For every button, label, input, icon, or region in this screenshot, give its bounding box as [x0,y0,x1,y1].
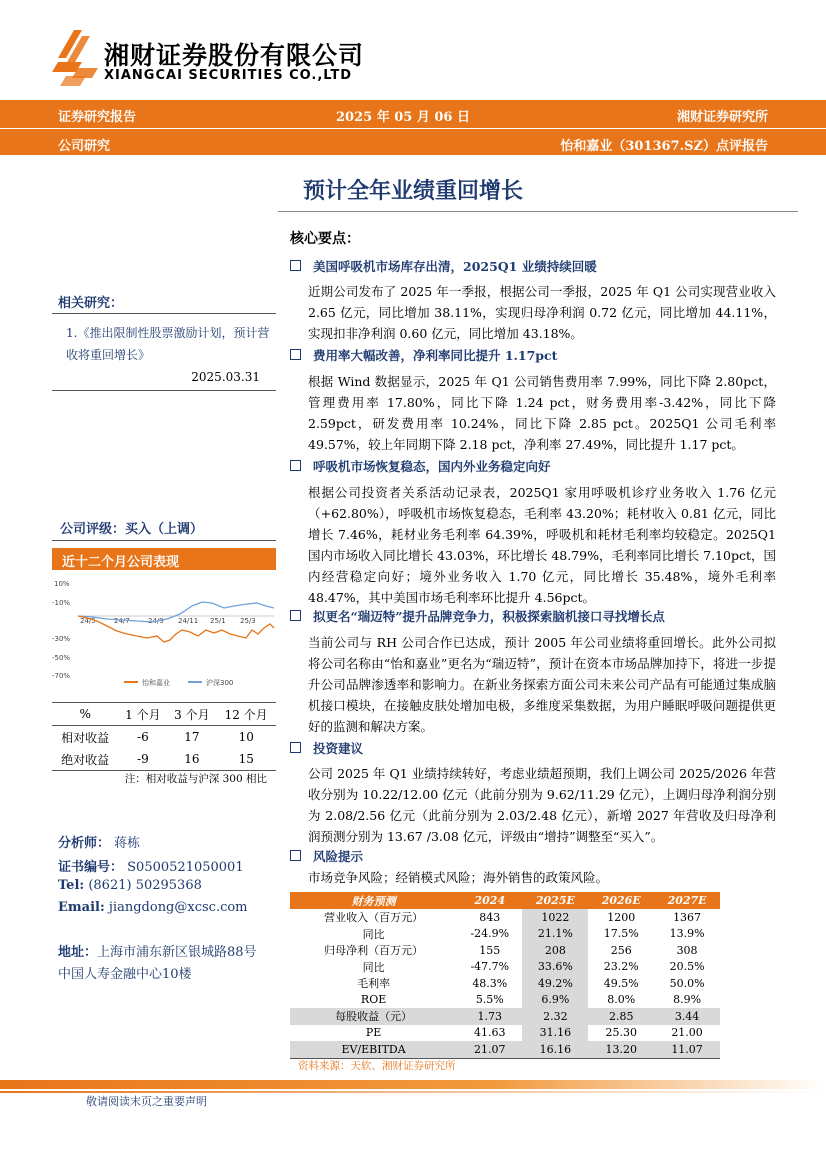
company-logo [52,28,100,86]
section-heading [290,607,665,625]
table-cell: 155 [479,943,501,957]
table-cell: PE [365,1026,382,1040]
tel-label: Tel: [58,878,85,893]
table-cell: 49.2% [522,975,588,992]
section-heading-text: 风险提示 [313,849,364,864]
table-cell: 1022 [522,909,588,926]
table-row [290,1008,720,1025]
table-cell: 10 [238,730,254,744]
report-type-label: 证券研究报告 [58,110,137,125]
table-cell: 归母净利（百万元） [324,944,424,958]
analyst-label: 分析师： [58,836,111,851]
table-cell: 843 [479,910,501,924]
column-header: 2027E [654,892,720,909]
table-cell: 相对收益 [61,730,110,745]
cert-info [58,856,244,875]
legend-label: 沪深300 [206,679,234,687]
key-points-heading: 核心要点： [290,231,360,247]
table-cell: 营业收入（百万元） [324,911,424,925]
column-header: 12 个月 [216,703,276,726]
table-cell: 同比 [362,960,385,974]
table-cell: -47.7% [470,960,510,974]
table-row [52,748,276,771]
y-tick-label: -10% [52,599,71,607]
table-row [290,1041,720,1058]
table-cell: 8.0% [607,993,636,1007]
table-row [290,975,720,992]
table-cell: 绝对收益 [52,748,118,771]
section-heading [290,257,597,275]
section-heading [290,457,551,475]
table-source-note: 资料来源：天软、湘财证券研究所 [298,1060,456,1072]
table-cell: 41.63 [474,1026,506,1040]
x-tick-label: 24/11 [178,617,199,625]
table-cell: 毛利率 [357,977,391,991]
footer-disclaimer[interactable]: 敬请阅读末页之重要声明 [86,1095,207,1108]
table-cell: 16.16 [522,1041,588,1058]
table-cell: 25.30 [605,1026,637,1040]
section-body: 近期公司发布了 2025 年一季报，根据公司一季报，2025 年 Q1 公司实现营业收入 2.65 亿元，同比增加 38.11%，实现归母净利润 0.72 亿元，同比增加 44.11%，实现扣非净利润 0.60 亿元，同比增加 43.18%。 [308,284,776,341]
table-cell: 256 [610,943,632,957]
table-cell: 同比 [362,927,385,941]
section-body: 公司 2025 年 Q1 业绩持续转好，考虑业绩超预期，我们上调公司 2025/2026 年营收分别为 10.22/12.00 亿元（此前分别为 9.62/11.29 亿元），上调归母净利润分别为 2.08/2.56 亿元（此前分别为 2.03/2.48 亿元），新增 2027 年营收及归母净利润预测分别为 13.67 /3.08 亿元，评级由“增持”调整至“买入”。 [308,766,776,844]
x-tick-label: 24/5 [80,617,96,625]
email-label: Email: [58,900,105,915]
column-header: 2024 [457,892,522,909]
section-heading [290,346,557,364]
related-research-heading: 相关研究： [58,296,124,311]
column-header: 3 个月 [167,703,216,726]
related-research-date: 2025.03.31 [191,370,260,384]
table-cell: -9 [118,748,167,771]
table-cell: 16 [167,748,216,771]
report-type-bar [0,100,826,128]
section-heading-text: 费用率大幅改善，净利率同比提升 1.17pct [313,348,558,363]
address-info [58,942,278,986]
table-cell: 1367 [673,910,702,924]
table-cell: 21.1% [522,926,588,943]
column-header: % [52,703,118,726]
table-cell: 33.6% [522,959,588,976]
address-line1: 上海市浦东新区银城路88号 [97,945,257,960]
analyst-name: 蒋栋 [114,836,141,851]
section-heading [290,739,363,757]
section-heading-text: 美国呼吸机市场库存出清，2025Q1 业绩持续回暖 [313,259,597,274]
table-row [52,726,276,749]
table-cell: 3.44 [654,1008,720,1025]
performance-table [52,702,276,771]
table-cell: 每股收益（元） [290,1008,457,1025]
y-tick-label: 10% [54,580,70,588]
table-row [290,992,720,1009]
table-header-row [52,703,276,726]
table-cell: 5.5% [475,993,504,1007]
stock-performance-chart [52,576,276,694]
section-heading-text: 投资建议 [313,741,364,756]
table-cell: 1.73 [457,1008,522,1025]
section-body: 当前公司与 RH 公司合作已达成，预计 2005 年公司业绩将重回增长。此外公司拟将公司名称由“怡和嘉业”更名为“瑞迈特”，预计在资本市场品牌加持下，将进一步提升公司品牌渗透率和影响力。在新业务探索方面公司未来公司产品有可能通过集成脑机接口模块，在接触皮肤处增加电极，多维度采集数据，为用户睡眠呼吸问题提供更好的监测和解决方案。 [308,635,776,734]
table-cell: 50.0% [669,976,705,990]
report-date: 2025 年 05 月 06 日 [336,110,470,125]
performance-heading: 近十二个月公司表现 [62,555,180,570]
table-cell: -6 [137,730,149,744]
legend-label: 怡和嘉业 [142,679,170,687]
cert-value: S0500521050001 [127,860,244,875]
table-cell: 17 [184,730,200,744]
y-tick-label: -30% [52,635,71,643]
y-tick-label: -50% [52,654,71,662]
tel-info [58,878,202,893]
company-rating: 公司评级：买入（上调） [60,522,204,537]
section-body: 市场竞争风险；经销模式风险；海外销售的政策风险。 [308,870,609,885]
table-cell: 49.5% [603,976,639,990]
table-cell: 21.00 [671,1026,703,1040]
table-cell: 17.5% [603,927,639,941]
table-cell: 6.9% [522,992,588,1009]
table-cell: 8.9% [673,993,702,1007]
y-tick-label: -70% [52,672,71,680]
table-row [290,959,720,976]
column-header: 财务预测 [290,892,457,909]
table-cell: 1200 [607,910,636,924]
table-row [290,1025,720,1042]
table-cell: 13.20 [588,1041,654,1058]
section-heading-text: 拟更名“瑞迈特”提升品牌竞争力，积极探索脑机接口寻找增长点 [313,609,665,624]
table-cell: 21.07 [457,1041,522,1058]
table-row [290,909,720,926]
table-cell: 208 [522,942,588,959]
related-research-link[interactable]: 1.《推出限制性股票激励计划，预计营收将重回增长》 [66,326,270,362]
table-row [290,942,720,959]
address-label: 地址： [58,945,98,960]
x-tick-label: 25/1 [210,617,226,625]
bullet-box-icon [290,460,301,471]
x-tick-label: 24/9 [148,617,164,625]
column-header: 2025E [522,892,588,909]
table-cell: EV/EBITDA [290,1041,457,1058]
cert-label: 证书编号： [58,860,124,875]
section-body: 根据公司投资者关系活动记录表，2025Q1 家用呼吸机诊疗业务收入 1.76 亿元（+62.80%），呼吸机市场恢复稳态，毛利率 43.20%；耗材收入 0.81 亿元，同比增长 7.46%，耗材业务毛利率 64.39%，呼吸机和耗材毛利率均较稳定。2025Q1 国内市场收入同比增长 43.03%，环比增长 48.79%，毛利率同比增长 7.10pct，国内经营稳定向好；境外业务收入 1.70 亿元，同比增长 35.48%，境外毛利率 48.47%，其中美国市场毛利率环比提升 4.56pct。 [308,485,776,605]
report-category: 公司研究 [58,139,111,154]
section-heading [290,847,363,865]
column-header: 1 个月 [118,703,167,726]
email-info [58,900,248,915]
table-cell: 23.2% [603,960,639,974]
table-cell: ROE [360,993,387,1007]
column-header: 2026E [588,892,654,909]
table-cell: 48.3% [472,976,508,990]
performance-heading-bar [52,548,276,570]
table-cell: 31.16 [522,1025,588,1042]
tel-value: (8621) 50295368 [88,878,202,893]
table-cell: 20.5% [669,960,705,974]
address-line2: 中国人寿金融中心10楼 [58,967,192,982]
table-cell: 13.9% [669,927,705,941]
company-name-cn: 湘财证券股份有限公司 [104,41,365,70]
table-cell: 15 [216,748,276,771]
bullet-box-icon [290,850,301,861]
company-name-en: XIANGCAI SECURITIES CO.,LTD [104,68,353,83]
divider [52,540,276,541]
bullet-box-icon [290,742,301,753]
analyst-info [58,832,140,851]
table-cell: 308 [676,943,698,957]
table-header-row [290,892,720,909]
financial-forecast-table [290,892,720,1059]
table-cell: -24.9% [470,927,510,941]
x-tick-label: 25/3 [240,617,256,625]
table-cell: 2.85 [588,1008,654,1025]
table-cell: 11.07 [654,1041,720,1058]
report-category-bar [0,129,826,155]
bullet-box-icon [290,610,301,621]
table-cell: 2.32 [522,1008,588,1025]
section-body: 根据 Wind 数据显示，2025 年 Q1 公司销售费用率 7.99%，同比下降 2.80pct，管理费用率 17.80%，同比下降 1.24 pct，财务费用率-3.42%，同比下降 2.59pct，研发费用率 10.24%，同比下降 2.85 pct。2025Q1 公司毛利率 49.57%，较上年同期下降 2.18 pct，净利率 27.49%，同比提升 1.17 pct。 [308,374,776,452]
footer-bar [0,1080,826,1089]
bullet-box-icon [290,260,301,271]
email-value[interactable]: jiangdong@xcsc.com [108,900,248,915]
company-ticker: 怡和嘉业（301367.SZ）点评报告 [560,139,768,154]
report-title: 预计全年业绩重回增长 [302,179,523,204]
performance-note: 注：相对收益与沪深 300 相比 [124,773,267,785]
institute-name: 湘财证券研究所 [676,110,768,125]
divider [52,313,276,314]
section-heading-text: 呼吸机市场恢复稳态，国内外业务稳定向好 [313,459,551,474]
x-tick-label: 24/7 [114,617,130,625]
title-divider [278,211,798,212]
bullet-box-icon [290,349,301,360]
divider [52,390,276,391]
table-row [290,926,720,943]
